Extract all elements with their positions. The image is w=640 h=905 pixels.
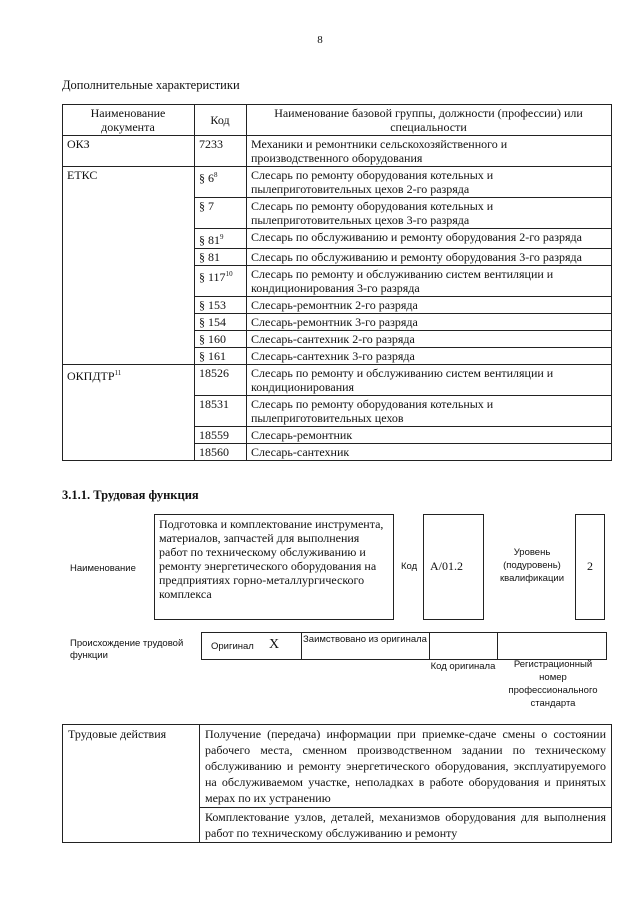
qualification-level-label: Уровень (подуровень) квалификации: [499, 547, 565, 584]
header-document: Наименование документа: [63, 105, 195, 136]
table-row: [63, 365, 612, 396]
code-cell: [195, 297, 247, 314]
code-value: § 154: [199, 315, 226, 329]
code-value: 18526: [199, 366, 229, 380]
original-label: Оригинал: [211, 641, 254, 652]
code-value: 18559: [199, 428, 229, 442]
document-cell: [63, 365, 195, 461]
code-cell: [195, 396, 247, 427]
code-value: 18531: [199, 397, 229, 411]
document-name: ЕТКС: [67, 168, 98, 182]
group-name-cell: Слесарь по ремонту оборудования котельных и пылеприготовительных цехов 3-го разряда: [247, 198, 612, 229]
code-cell: [195, 314, 247, 331]
group-name-cell: Слесарь-ремонтник: [247, 427, 612, 444]
original-mark: X: [269, 637, 280, 652]
group-name-cell: Слесарь-ремонтник 2-го разряда: [247, 297, 612, 314]
code-value: § 81: [199, 250, 220, 264]
table-header-row: [63, 105, 612, 136]
group-name-cell: Слесарь по ремонту оборудования котельных и пылеприготовительных цехов 2-го разряда: [247, 167, 612, 198]
labor-actions-table: [62, 724, 612, 843]
group-name-cell: Слесарь-сантехник: [247, 444, 612, 461]
footnote-ref: 11: [114, 369, 122, 377]
original-code-caption: Код оригинала: [430, 661, 496, 672]
code-cell: [195, 266, 247, 297]
table-row: [63, 725, 612, 808]
code-value: § 161: [199, 349, 226, 363]
original-code-cell: [429, 633, 498, 659]
registration-number-caption: Регистрационный номер профессионального стандарта: [508, 659, 598, 709]
code-value: § 160: [199, 332, 226, 346]
header-code: Код: [195, 105, 247, 136]
code-cell: [195, 198, 247, 229]
additional-characteristics-heading: Дополнительные характеристики: [62, 78, 240, 92]
origin-row: [201, 632, 607, 660]
group-name-cell: Слесарь по обслуживанию и ремонту оборудования 3-го разряда: [247, 249, 612, 266]
document-name: ОКПДТР: [67, 369, 115, 383]
group-name-cell: Слесарь-ремонтник 3-го разряда: [247, 314, 612, 331]
group-name-cell: Слесарь по ремонту и обслуживанию систем вентиляции и кондиционирования: [247, 365, 612, 396]
code-value: 18560: [199, 445, 229, 459]
code-value: § 153: [199, 298, 226, 312]
code-cell: [195, 167, 247, 198]
group-name-cell: Слесарь по обслуживанию и ремонту оборудования 2-го разряда: [247, 229, 612, 249]
function-code-box: А/01.2: [423, 514, 484, 620]
code-cell: [195, 348, 247, 365]
code-cell: [195, 229, 247, 249]
code-cell: [195, 136, 247, 167]
labor-action-item: Получение (передача) информации при приемке-сдаче смены о состоянии рабочего места, сменном производственном задании по техническому обслуживанию и ремонту энергетического оборудования, эксплуатируемого на обслуживаемом участке, неполадках в работе оборудования и принятых мерах по их устранению: [200, 725, 612, 808]
footnote-ref: 10: [225, 270, 233, 278]
page-number: 8: [317, 34, 323, 46]
code-cell: [195, 365, 247, 396]
registration-number-cell: [497, 633, 606, 659]
labor-actions-label: Трудовые действия: [63, 725, 200, 843]
header-group-name: Наименование базовой группы, должности (профессии) или специальности: [247, 105, 612, 136]
labor-action-item: Комплектование узлов, деталей, механизмов оборудования для выполнения работ по техническому обслуживанию и ремонту: [200, 808, 612, 843]
code-label: Код: [401, 561, 418, 572]
labor-function-section-title: 3.1.1. Трудовая функция: [62, 488, 199, 502]
footnote-ref: 9: [220, 233, 224, 241]
table-row: [63, 167, 612, 198]
document-cell: [63, 136, 195, 167]
borrowed-cell: [301, 633, 430, 659]
code-value: 7233: [199, 137, 223, 151]
group-name-cell: Слесарь по ремонту и обслуживанию систем вентиляции и кондиционирования 3-го разряда: [247, 266, 612, 297]
code-value: § 6: [199, 171, 214, 185]
document-name: ОКЗ: [67, 137, 90, 151]
group-name-cell: Слесарь по ремонту оборудования котельных и пылеприготовительных цехов: [247, 396, 612, 427]
code-cell: [195, 331, 247, 348]
function-name-box: Подготовка и комплектование инструмента, материалов, запчастей для выполнения работ по техническому обслуживанию и ремонту энергетического оборудования на предприятиях горно-металлургического комплекса: [154, 514, 394, 620]
group-name-cell: Слесарь-сантехник 2-го разряда: [247, 331, 612, 348]
original-cell: [202, 633, 302, 659]
code-value: § 81: [199, 233, 220, 247]
code-cell: [195, 249, 247, 266]
code-value: § 117: [199, 270, 226, 284]
code-value: § 7: [199, 199, 214, 213]
characteristics-table: [62, 104, 612, 461]
origin-label: Происхождение трудовой функции: [70, 638, 184, 661]
table-row: [63, 136, 612, 167]
group-name-cell: Механики и ремонтники сельскохозяйственного и производственного оборудования: [247, 136, 612, 167]
footnote-ref: 8: [214, 171, 218, 179]
name-label: Наименование: [70, 563, 136, 574]
group-name-cell: Слесарь-сантехник 3-го разряда: [247, 348, 612, 365]
borrowed-label: Заимствовано из оригинала: [303, 634, 427, 645]
code-cell: [195, 444, 247, 461]
code-cell: [195, 427, 247, 444]
document-cell: [63, 167, 195, 365]
qualification-level-box: 2: [575, 514, 605, 620]
